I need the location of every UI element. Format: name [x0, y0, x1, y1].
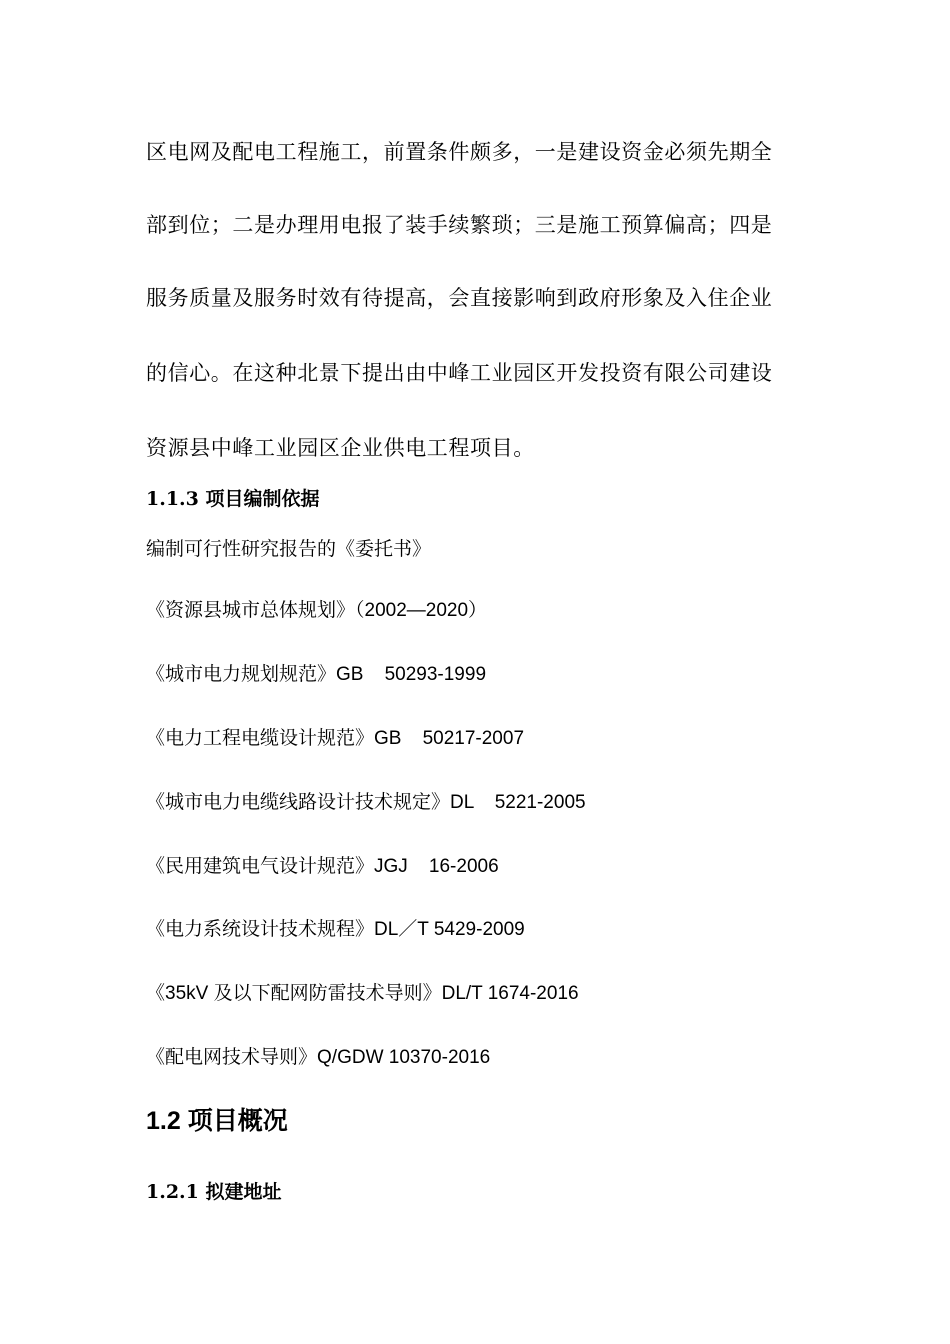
reference-code: JGJ 16-2006: [374, 856, 499, 877]
reference-item: [146, 979, 579, 1008]
reference-item: [146, 724, 524, 753]
section-heading-1-2-1: 1.2.1 拟建地址: [146, 1181, 282, 1203]
reference-item: [146, 660, 486, 689]
reference-title: 《: [146, 982, 166, 1004]
paragraph-line-1: 区电网及配电工程施工，前置条件颇多，一是建设资金必须先期全: [146, 140, 773, 164]
reference-code: Q/GDW 10370-2016: [317, 1047, 491, 1068]
reference-item: [146, 915, 525, 944]
section-heading-1-2: 1.2 项目概况: [146, 1107, 288, 1135]
reference-item: [146, 535, 431, 564]
reference-title: 《城市电力电缆线路设计技术规定》: [146, 791, 451, 813]
reference-item: [146, 596, 487, 625]
paragraph-line-5: 资源县中峰工业园区企业供电工程项目。: [146, 436, 535, 460]
reference-title: 《配电网技术导则》: [146, 1046, 318, 1068]
reference-item: [146, 788, 586, 817]
reference-title: 《民用建筑电气设计规范》: [146, 855, 375, 877]
section-heading-1-1-3: 1.1.3 项目编制依据: [146, 488, 320, 510]
reference-title: 《城市电力规划规范》: [146, 663, 337, 685]
reference-code: 2002—2020）: [364, 600, 488, 621]
reference-title: 编制可行性研究报告的《委托书》: [146, 538, 432, 560]
paragraph-line-2: 部到位；二是办理用电报了装手续繁琐；三是施工预算偏高；四是: [146, 213, 773, 237]
reference-item: [146, 1043, 490, 1072]
reference-title: 《资源县城市总体规划》（: [146, 599, 365, 621]
reference-title: 《电力工程电缆设计规范》: [146, 727, 375, 749]
paragraph-line-4: 的信心。在这种北景下提出由中峰工业园区开发投资有限公司建设: [146, 361, 773, 385]
paragraph-line-3: 服务质量及服务时效有待提高，会直接影响到政府形象及入住企业: [146, 286, 773, 310]
reference-item: [146, 852, 499, 881]
reference-code: GB 50217-2007: [374, 728, 525, 749]
reference-code: 35kV 及以下配网防雷技术导则》DL/T 1674-2016: [165, 983, 579, 1004]
reference-title: 《电力系统设计技术规程》: [146, 918, 375, 940]
reference-code: DL／T 5429-2009: [374, 919, 525, 940]
reference-code: GB 50293-1999: [336, 664, 487, 685]
reference-code: DL 5221-2005: [450, 792, 586, 813]
